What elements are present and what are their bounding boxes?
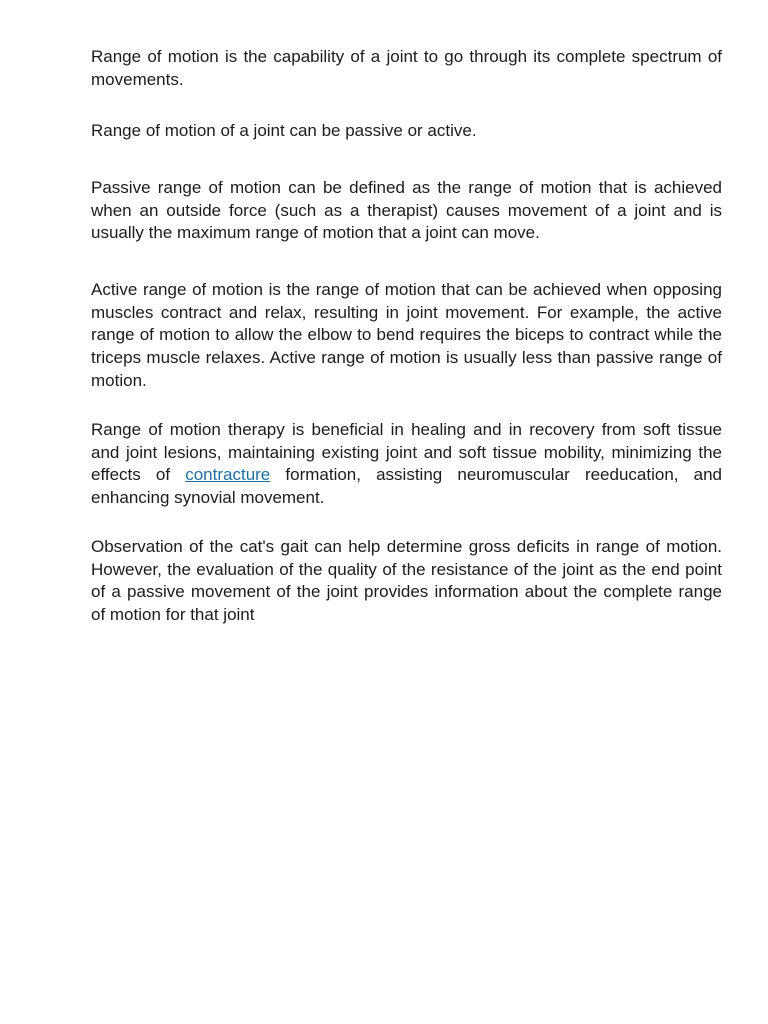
therapy-text-before-link: Range of motion therapy is beneficial in healing and in recovery from soft tissue and joint lesions, maintaining existing joint and soft tissue mobility, minimizing the effects of <box>91 420 722 485</box>
paragraph-passive-or-active: Range of motion of a joint can be passive or active. <box>91 121 477 140</box>
paragraph-passive-range: Passive range of motion can be defined as the range of motion that is achieved when an outside force (such as a therapist) causes movement of a joint and is usually the maximum range of motion that a joint can move. <box>91 178 722 243</box>
contracture-link[interactable]: contracture <box>185 465 271 485</box>
paragraph-gait-observation: Observation of the cat's gait can help determine gross deficits in range of motion. However, the evaluation of the quality of the resistance of the joint as the end point of a passive movement of the joint provides information about the complete range of motion for that joint <box>91 537 722 625</box>
paragraph-active-range: Active range of motion is the range of motion that can be achieved when opposing muscles contract and relax, resulting in joint movement. For example, the active range of motion to allow the elbow to bend requires the biceps to contract while the triceps muscle relaxes. Active range of motion is usually less than passive range of motion. <box>91 280 722 390</box>
therapy-text-after-link: formation, assisting neuromuscular reeducation, and enhancing synovial movement. <box>91 465 723 508</box>
paragraph-therapy-benefits <box>91 419 722 510</box>
paragraph-definition: Range of motion is the capability of a joint to go through its complete spectrum of movements. <box>91 47 722 89</box>
